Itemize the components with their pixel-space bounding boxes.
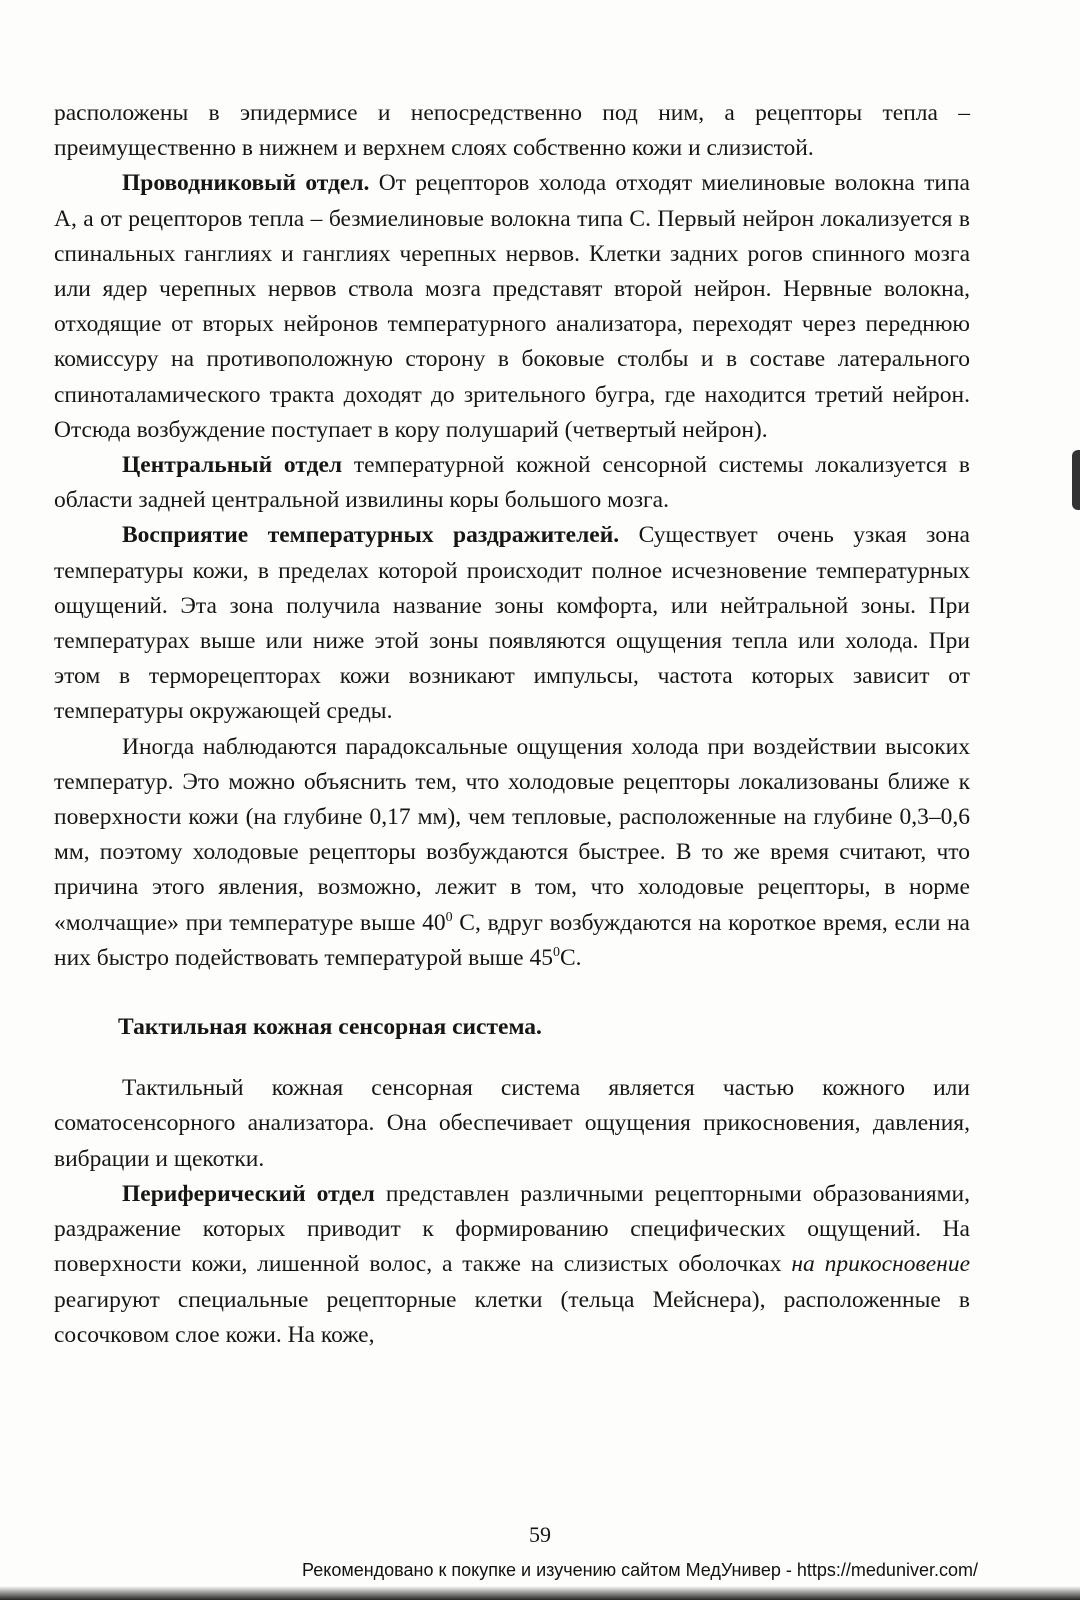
paradox-text-1: Иногда наблюдаются парадоксальные ощущения холода при воздействии высоких температур. Это можно объяснить тем, что холодовые рецепторы локализованы ближе к поверхности кожи (на глубине 0,17 мм), чем тепловые, расположенные на глубине 0,3–0,6 мм, поэтому холодовые рецепторы возбуждаются быстрее. В то же время считают, что причина этого явления, возможно, лежит в том, что холодовые рецепторы, в норме «молчащие» при температуре выше 40 [54, 733, 970, 936]
peripheral-section-text-1: представлен различными рецепторными образованиями, раздражение которых приводит к формированию специфических ощущений. На поверхности кожи, лишенной волос, а также на слизистых оболочках [54, 1180, 970, 1278]
peripheral-section-paragraph [54, 1177, 970, 1353]
page-edge-shadow [1072, 450, 1080, 510]
conductive-section-paragraph [54, 166, 970, 448]
watermark-text: Рекомендовано к покупке и изучению сайтом МедУнивер - https://meduniver.com/ [302, 1560, 978, 1580]
tactile-section-heading: Тактильная кожная сенсорная система. [118, 1014, 542, 1041]
tactile-intro-paragraph [54, 1071, 970, 1177]
peripheral-italic-phrase: на прикосновение [791, 1251, 970, 1278]
page-body [54, 96, 970, 1353]
degree-superscript-1: 0 [445, 909, 453, 925]
paradox-text-3: С. [559, 944, 582, 971]
tactile-intro-text: Тактильный кожная сенсорная система является частью кожного или соматосенсорного анализатора. Она обеспечивает ощущения прикосновения, давления, вибрации и щекотки. [54, 1075, 970, 1172]
degree-superscript-2: 0 [552, 944, 560, 960]
paradox-paragraph [54, 730, 970, 976]
peripheral-section-text-2: реагируют специальные рецепторные клетки (тельца Мейснера), расположенные в сосочковом слое кожи. На коже, [54, 1286, 970, 1348]
page-number: 59 [529, 1522, 551, 1547]
conductive-section-lead: Проводниковый отдел. [122, 170, 370, 197]
continuation-paragraph [54, 96, 970, 166]
central-section-text: температурной кожной сенсорной системы локализуется в области задней центральной извилины коры большого мозга. [54, 452, 970, 514]
continuation-text: расположены в эпидермисе и непосредственно под ним, а рецепторы тепла – преимущественно в нижнем и верхнем слоях собственно кожи и слизистой. [54, 100, 970, 162]
peripheral-section-lead: Периферический отдел [122, 1180, 375, 1207]
central-section-lead: Центральный отдел [122, 452, 343, 479]
central-section-paragraph [54, 448, 970, 518]
perception-section-text: Существует очень узкая зона температуры кожи, в пределах которой происходит полное исчезновение температурных ощущений. Эта зона получила название зоны комфорта, или нейтральной зоны. При температурах выше или ниже этой зоны появляются ощущения тепла или холода. При этом в терморецепторах кожи возникают импульсы, частота которых зависит от температуры окружающей среды. [54, 522, 970, 725]
paradox-text-2: С, вдруг возбуждаются на короткое время, если на них быстро подействовать температурой выше 45 [54, 909, 970, 971]
perception-section-paragraph [54, 518, 970, 729]
perception-section-lead: Восприятие температурных раздражителей. [122, 522, 620, 549]
conductive-section-text: От рецепторов холода отходят миелиновые волокна типа А, а от рецепторов тепла – безмиелиновые волокна типа С. Первый нейрон локализуется в спинальных ганглиях и ганглиях черепных нервов. Клетки задних рогов спинного мозга или ядер черепных нервов ствола мозга представят второй нейрон. Нервные волокна, отходящие от вторых нейронов температурного анализатора, переходят через переднюю комиссуру на противоположную сторону в боковые столбы и в составе латерального спиноталамического тракта доходят до зрительного бугра, где находится третий нейрон. Отсюда возбуждение поступает в кору полушарий (четвертый нейрон). [54, 170, 970, 443]
bottom-scan-shadow [0, 1586, 1080, 1600]
